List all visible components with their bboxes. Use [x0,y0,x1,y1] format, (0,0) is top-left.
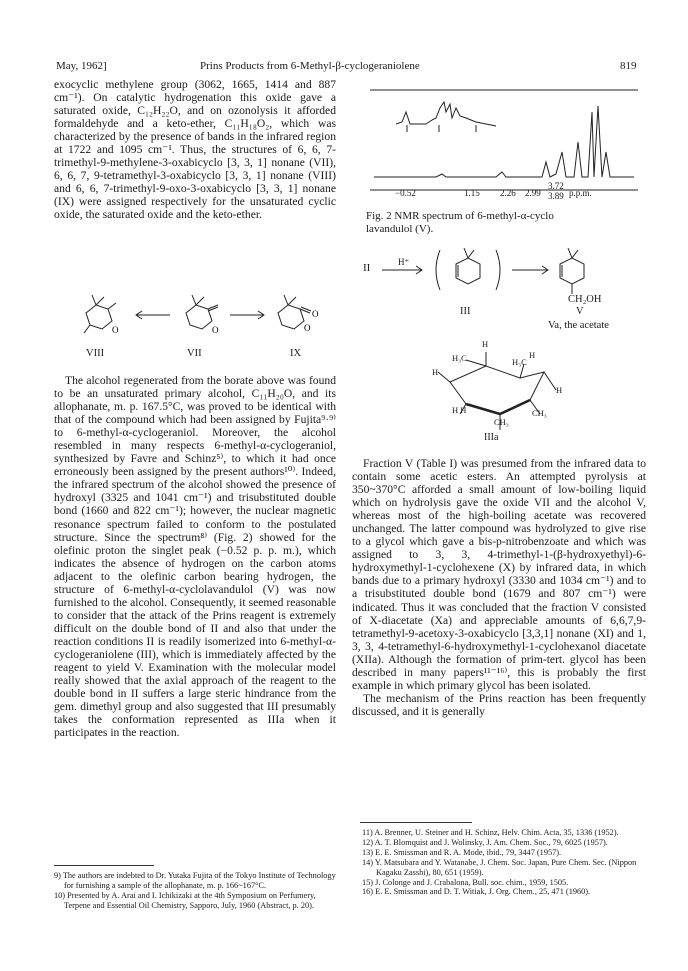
footnotes [54,871,336,911]
reference-rule [360,822,472,823]
bracket-left [436,250,440,290]
structure-v [560,258,584,284]
header-page-number: 819 [620,60,637,72]
iiia-h: H [556,385,563,395]
label-vii: VII [187,348,202,359]
structure-ix [278,305,304,329]
left-column-main [54,374,336,739]
references [362,828,646,897]
bracket-right [496,250,500,290]
header-title: Prins Products from 6-Methyl-β-cyclogeraniolene [200,60,420,72]
paragraph: The mechanism of the Prins reaction has been frequently discussed, and it is generally [352,691,646,718]
tick-label: −0.52 [395,188,416,198]
label-viii: VIII [86,348,105,359]
svg-text:O: O [304,323,311,333]
label-v: V [576,306,584,317]
iiia-h: H [432,367,439,377]
ch2oh-group: CH₂OH [568,294,602,305]
acetate-note: Va, the acetate [548,320,609,331]
structure-iii [456,258,480,284]
structure-iiia [420,342,590,454]
figure-caption: Fig. 2 NMR spectrum of 6-methyl-α-cyclo lavandulol (V). [366,210,554,235]
svg-text:O: O [212,325,219,335]
integral-trace [396,102,496,126]
iiia-h3c: H₃C [512,357,527,367]
paragraph: Fraction V (Table I) was presumed from the infrared data to contain some acetic esters. An attempted pyrolysis at 350~370°C afforded a small amount of low-boiling liquid which on hydrolysis gave the oxide VII and the alcohol V, whereas most of the high-boiling acetate was recovered unchanged. The latter compound was hydrolyzed to give rise to a glycol which gave a bis-p-nitrobenzoate and which was assigned to 3, 3, 4-trimethyl-1-(β-hydroxyethyl)-6-hydroxymethyl-1-cyclohexene (X) by infrared data, in which bands due to a primary hydroxyl (3330 and 1034 cm⁻¹) and to a trisubstituted double bond (1679 and 807 cm⁻¹) were indicated. Thus it was concluded that the fraction V consisted of X-diacetate (Xa) and appreciable amounts of 6,6,7,9-tetramethyl-9-acetoxy-3-oxabicyclo [3,3,1] nonane (XI) and 1, 3, 3, 4-tetramethyl-6-hydroxymethyl-1-cyclohexanol diacetate (XIIa). Although the formation of prim-tert. glycol has been described in many papers¹¹⁻¹⁶⁾, this is probably the first example in which primary glycol has been isolated. [352,457,646,692]
iiia-h: H [529,350,536,360]
iiia-hh: H H [452,405,467,415]
spectrum-trace [374,106,634,177]
tick-unit: p.p.m. [569,188,592,198]
label-ii: II [363,262,371,274]
tick-label: 2.26 [500,188,516,198]
footnote: 9) The authors are indebted to Dr. Yutaka Fujita of the Tokyo Institute of Technology for furnishing a sample of the allophanate, m. p. 166~167°C. [54,871,336,890]
reference: 15) J. Colonge and J. Crabalona, Bull. soc. chim., 1959, 1505. [362,877,569,887]
footnote-rule [54,865,154,866]
header-date: May, 1962] [56,60,107,72]
tick-label: 3.89 [548,191,564,201]
iiia-ch3: CH₃ [532,408,547,418]
reference: 14) Y. Matsubara and Y. Watanabe, J. Chem. Soc. Japan, Pure Chem. Sec. (Nippon Kagaku Zasshi), 80, 651 (1959). [362,857,637,877]
reference: 13) E. E. Smissman and R. A. Mode, ibid., 79, 3447 (1957). [362,847,562,857]
scheme-oxides [68,285,338,345]
iiia-h3c: H₃C [452,353,467,363]
iiia-h-top: H [482,339,489,349]
left-column-top [54,78,336,222]
right-column-main [352,457,646,718]
reference: 12) A. T. Blomquist and J. Wolinsky, J. Am. Chem. Soc., 79, 6025 (1957). [362,837,608,847]
tick-label: 3.72 [548,181,564,191]
label-ix: IX [290,348,302,359]
tick-label: 1.15 [464,188,480,198]
footnote: 10) Presented by A. Arai and I. Ichikizaki at the 4th Symposium on Perfumery, Terpene and Essential Oil Chemistry, Sapporo, July, 1960 (Abstract, p. 20). [54,890,316,910]
label-iii: III [460,306,471,317]
reference: 11) A. Brenner, U. Steiner and H. Schinz, Helv. Chim. Acta, 35, 1336 (1952). [362,828,619,837]
svg-text:O: O [312,309,319,319]
tick-label: 2.99 [525,188,541,198]
scheme-isomerization [360,244,650,302]
paragraph: exocyclic methylene group (3062, 1665, 1414 and 887 cm⁻¹). On catalytic hydrogenation this oxide gave a saturated oxide, C₁₂H₂₂O, and on ozonolysis it afforded formaldehyde and a keto-ether, C₁₁H₁₈O₂, which was characterized by the presence of bands in the infrared region at 1722 and 1095 cm⁻¹. Thus, the structures of 6, 6, 7-trimethyl-9-methylene-3-oxabicyclo [3, 3, 1] nonane (VII), 6, 6, 7, 9-tetramethyl-3-oxabicyclo [3, 3, 1] nonane (VIII) and 6, 6, 7-trimethyl-9-oxo-3-oxabicyclo [3, 3, 1] nonane (IX) were assigned respectively for the unsaturated cyclic oxide, the saturated oxide and the keto-ether. [54,78,336,222]
iiia-ch3: CH₃ [494,417,509,427]
label-iiia: IIIa [484,432,499,443]
reference: 16) E. E. Smissman and D. T. Witiak, J. Org. Chem., 25, 471 (1960). [362,887,591,897]
paragraph: The alcohol regenerated from the borate above was found to be an unsaturated primary alcohol, C₁₁H₂₀O, and its allophanate, m. p. 167.5°C, was proved to be identical with that of the compound which had been assigned by Fujita⁹·⁹⁾ to 6-methyl-α-cyclogeraniol. Moreover, the alcohol resembled in many respects 6-methyl-α-cyclogeraniol, synthesized by Favre and Schinz⁵⁾, to which it had once erroneously been assigned by the present authors¹⁰⁾. Indeed, the infrared spectrum of the alcohol showed the presence of hydroxyl (3325 and 1041 cm⁻¹) and trisubstituted double bond (1660 and 822 cm⁻¹); however, the nuclear magnetic resonance spectrum failed to conform to the postulated structure. Since the spectrum⁸⁾ (Fig. 2) showed for the olefinic proton the singlet peak (−0.52 p. p. m.), which indicates the absence of hydrogen on the carbon atoms adjacent to the olefinic carbon bearing hydrogen, the structure of 6-methyl-α-cyclolavandulol (V) was now furnished to the alcohol. Consequently, it seemed reasonable to consider that the attack of the Prins reagent is extremely difficult on the double bond of II and also that under the reaction conditions II is readily isomerized into 6-methyl-α-cyclogeraniolene (III), which is immediately affected by the reagent to yield V. Examination with the molecular model really showed that the axial approach of the reagent to the double bond in II suffers a large steric hindrance from the gem. dimethyl group and also suggested that III presumably takes the conformation represented as IIIa when it participates in the reaction. [54,374,336,740]
reagent-label: H⁺ [398,257,410,267]
svg-text:O: O [112,325,119,335]
